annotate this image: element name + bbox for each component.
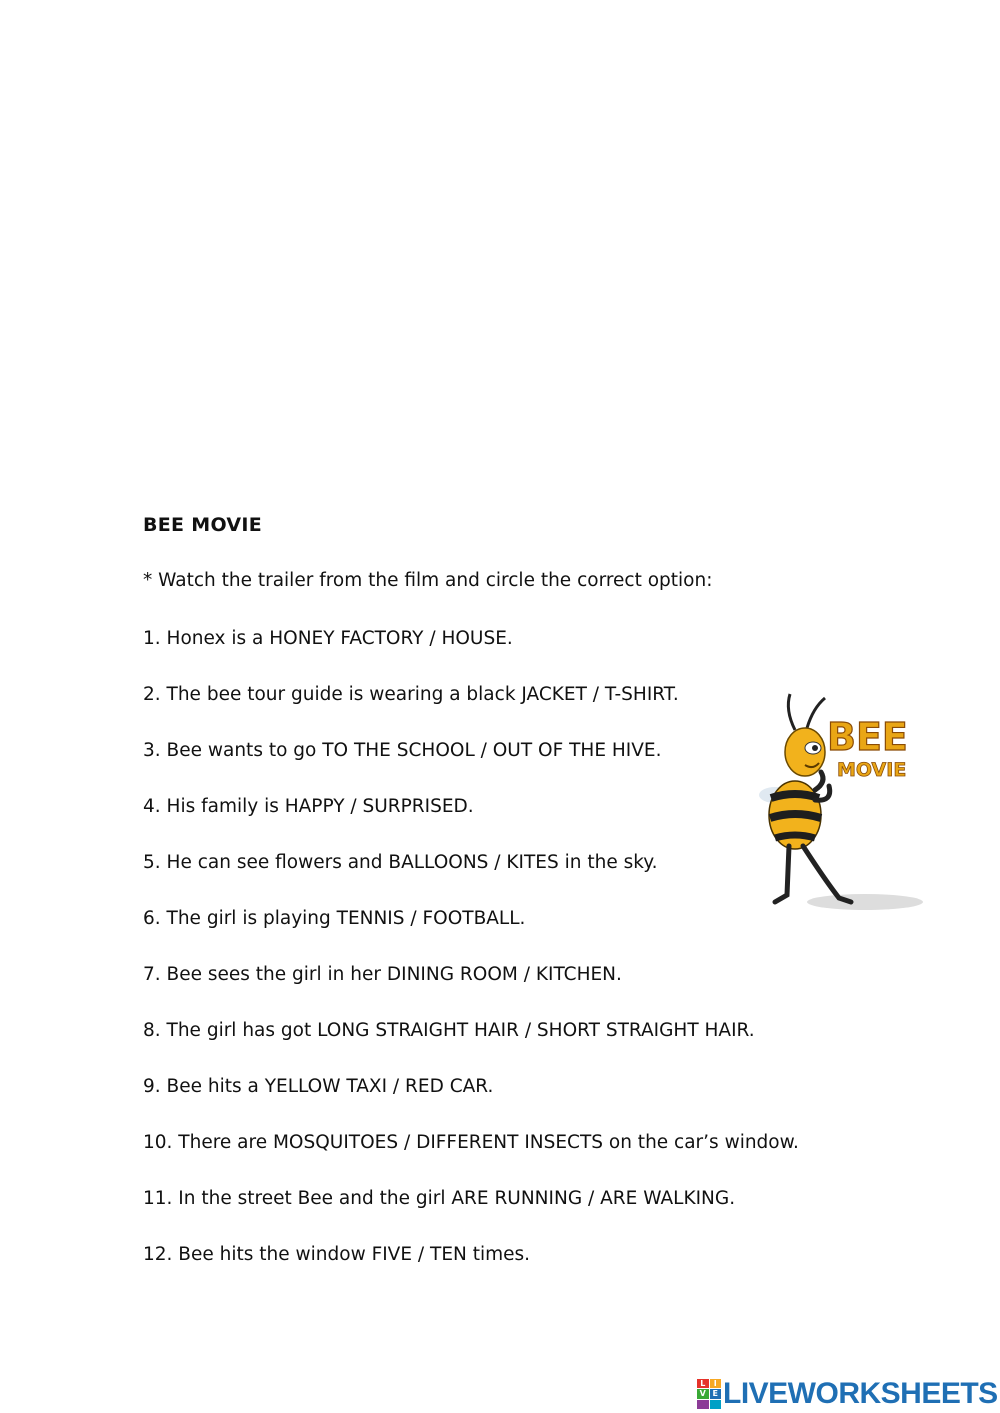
worksheet-instruction: * Watch the trailer from the film and circle the correct option: xyxy=(143,570,713,591)
question-6: 6. The girl is playing TENNIS / FOOTBALL. xyxy=(143,908,526,929)
logo-line-1: BEE xyxy=(827,715,908,759)
question-list xyxy=(143,626,799,1298)
worksheet-title: BEE MOVIE xyxy=(143,514,263,536)
question-5: 5. He can see flowers and BALLOONS / KITES in the sky. xyxy=(143,852,658,873)
brand-name: LIVEWORKSHEETS xyxy=(723,1377,998,1410)
bee-movie-character-icon xyxy=(755,690,925,920)
footer-brand[interactable] xyxy=(697,1377,998,1411)
question-1: 1. Honex is a HONEY FACTORY / HOUSE. xyxy=(143,628,513,649)
question-4: 4. His family is HAPPY / SURPRISED. xyxy=(143,796,474,817)
question-8: 8. The girl has got LONG STRAIGHT HAIR / SHORT STRAIGHT HAIR. xyxy=(143,1020,755,1041)
liveworksheets-logo-icon: L I V E xyxy=(697,1379,721,1409)
question-3: 3. Bee wants to go TO THE SCHOOL / OUT OF THE HIVE. xyxy=(143,740,662,761)
question-7: 7. Bee sees the girl in her DINING ROOM / KITCHEN. xyxy=(143,964,622,985)
logo-line-2: MOVIE xyxy=(837,759,907,781)
question-12: 12. Bee hits the window FIVE / TEN times. xyxy=(143,1244,531,1265)
question-9: 9. Bee hits a YELLOW TAXI / RED CAR. xyxy=(143,1076,494,1097)
question-2: 2. The bee tour guide is wearing a black JACKET / T-SHIRT. xyxy=(143,684,679,705)
question-11: 11. In the street Bee and the girl ARE RUNNING / ARE WALKING. xyxy=(143,1188,736,1209)
question-10: 10. There are MOSQUITOES / DIFFERENT INSECTS on the car’s window. xyxy=(143,1132,799,1153)
